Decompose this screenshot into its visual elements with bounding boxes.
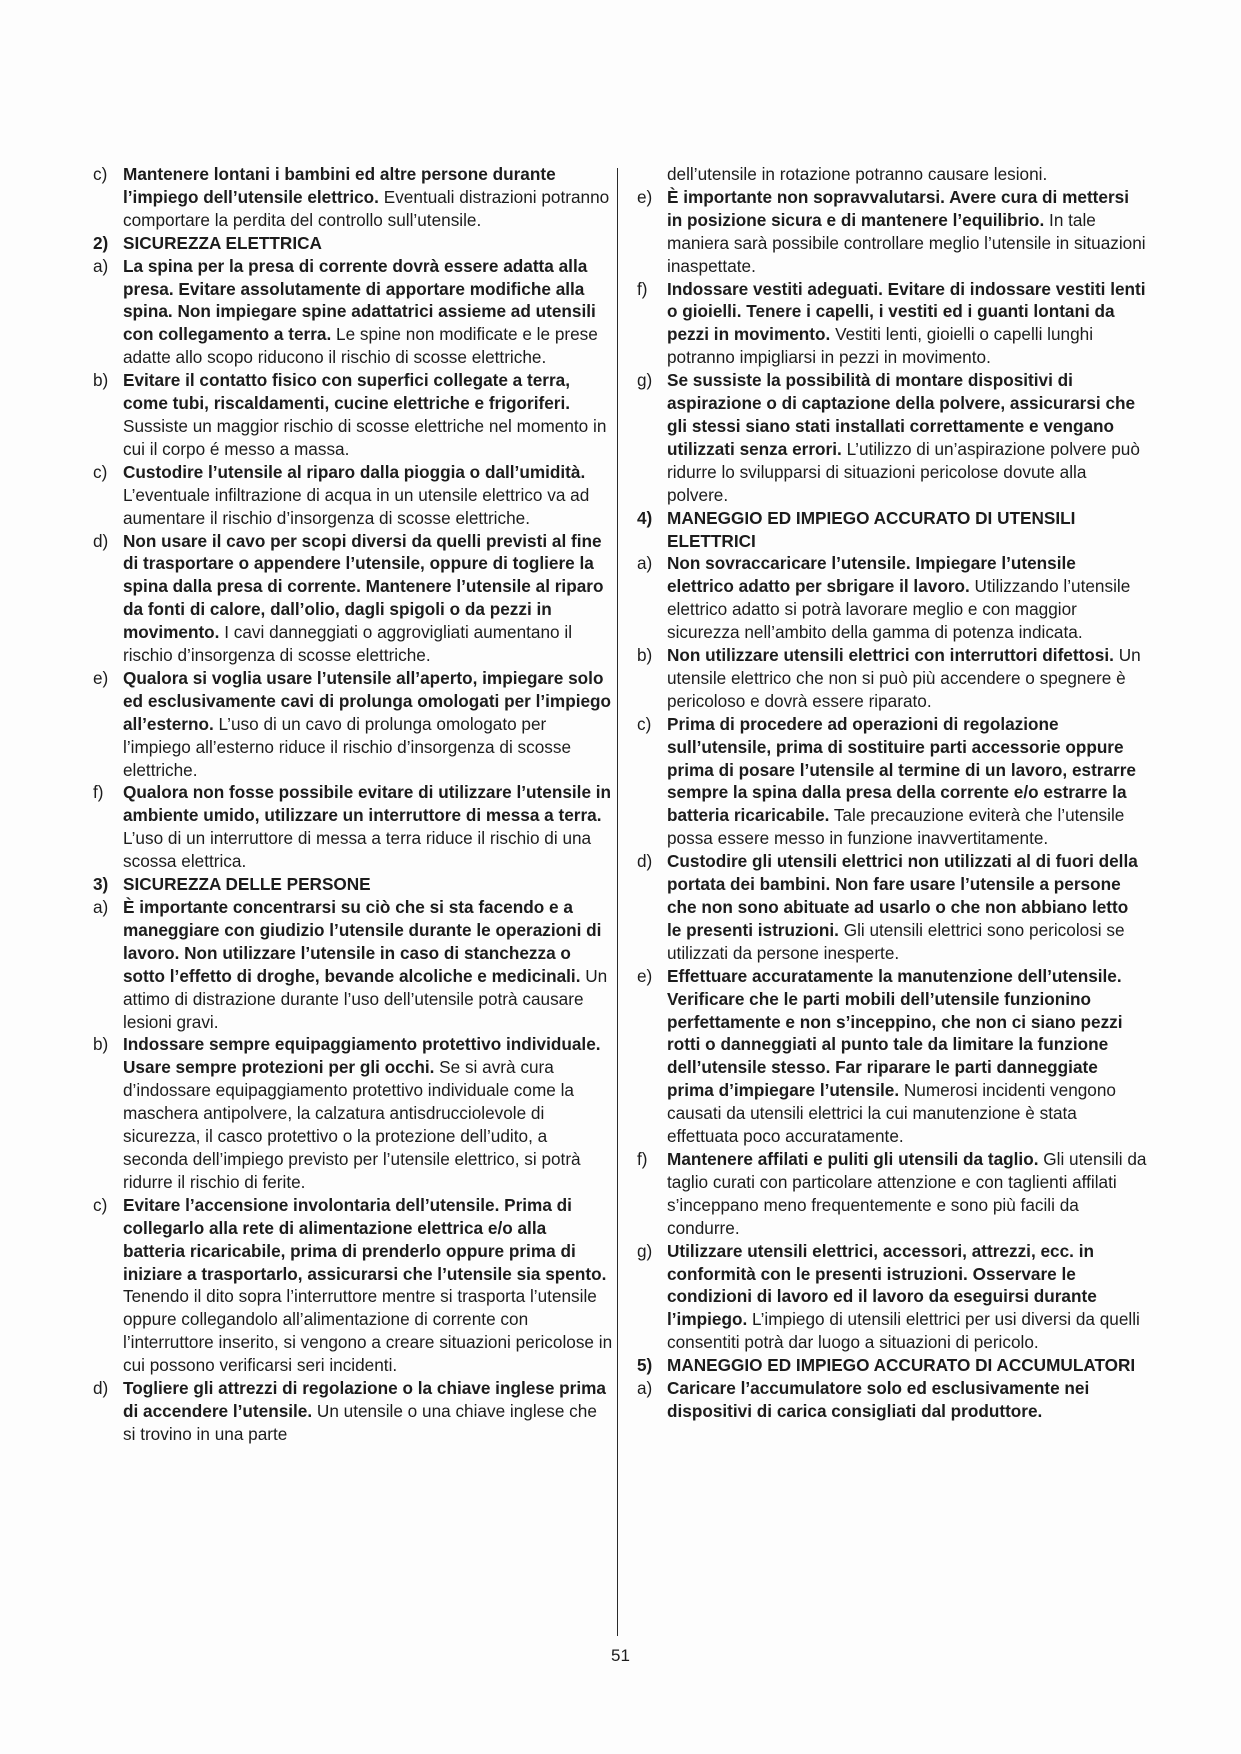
item-text: I cavi danneggiati o aggrovigliati aumentano il rischio d’insorgenza di scosse elettriche. — [123, 622, 573, 666]
item-text: L’impiego di utensili elettrici per usi diversi da quelli consentiti potrà dar luogo a situazioni di pericolo. — [667, 1309, 1140, 1353]
item-marker: f) — [637, 1148, 648, 1169]
instruction-item — [93, 1033, 613, 1193]
section-title: SICUREZZA ELETTRICA — [123, 232, 322, 253]
item-text: Le spine non modificate e le prese adatte allo scopo riducono il rischio di scosse elettriche. — [123, 324, 598, 368]
instruction-item — [93, 369, 613, 461]
instruction-item — [637, 552, 1147, 644]
instruction-item — [637, 1240, 1147, 1355]
item-bold-text: Mantenere affilati e puliti gli utensili da taglio. — [667, 1148, 1039, 1169]
item-text: Un utensile o una chiave inglese che si trovino in una parte — [123, 1400, 597, 1444]
item-bold-text: Se sussiste la possibilità di montare dispositivi di aspirazione o di captazione della polvere, assicurarsi che gli stessi siano stati installati correttamente e vengano utilizzati senza errori. — [667, 370, 1136, 459]
instruction-item — [637, 1148, 1147, 1240]
item-text: Eventuali distrazioni potranno comportare la perdita del controllo sull’utensile. — [123, 186, 610, 230]
item-marker: c) — [93, 164, 108, 184]
section-title: SICUREZZA DELLE PERSONE — [123, 874, 371, 895]
item-marker: b) — [637, 645, 653, 666]
right-column — [637, 163, 1147, 1423]
item-text: Tenendo il dito sopra l’interruttore mentre si trasporta l’utensile oppure collegandolo all’alimentazione di corrente con l’interruttore inserito, si vengono a creare situazioni pericolose in cui possono verificarsi seri incidenti. — [123, 1286, 613, 1376]
item-bold-text: Evitare il contatto fisico con superfici collegate a terra, come tubi, riscaldamenti, cucine elettriche e frigoriferi. — [123, 370, 571, 414]
section-number: 5) — [637, 1355, 653, 1376]
item-bold-text: Qualora non fosse possibile evitare di utilizzare l’utensile in ambiente umido, utilizzare un interruttore di messa a terra. — [123, 782, 612, 826]
item-bold-text: Custodire l’utensile al riparo dalla pioggia o dall’umidità. — [123, 461, 586, 482]
section-number: 4) — [637, 507, 653, 528]
item-marker: a) — [93, 255, 109, 276]
page-number: 51 — [611, 1646, 630, 1665]
item-bold-text: Mantenere lontani i bambini ed altre persone durante l’impiego dell’utensile elettrico. — [123, 164, 556, 207]
instruction-item — [93, 1377, 613, 1446]
item-bold-text: Prima di procedere ad operazioni di regolazione sull’utensile, prima di sostituire parti accessorie oppure prima di posare l’utensile al termine di un lavoro, estrarre sempre la spina dalla presa della corrente e/o estrarre la batteria ricaricabile. — [667, 713, 1136, 826]
item-continuation: dell’utensile in rotazione potranno causare lesioni. — [667, 164, 1048, 184]
instruction-item — [637, 644, 1147, 713]
section-number: 2) — [93, 232, 109, 253]
item-marker: f) — [637, 278, 648, 299]
item-marker: c) — [637, 713, 652, 734]
item-text: Se si avrà cura d’indossare equipaggiamento protettivo individuale come la maschera antipolvere, la calzatura antisdrucciolevole di sicurezza, il casco protettivo o la protezione dell’udito, a seconda dell’impiego previsto per l’utensile elettrico, si potrà ridurre il rischio di ferite. — [123, 1057, 581, 1192]
instruction-item — [637, 713, 1147, 850]
instruction-item — [93, 896, 613, 1033]
item-marker: c) — [93, 1194, 108, 1215]
item-text: L’uso di un cavo di prolunga omologato per l’impiego all’esterno riduce il rischio d’insorgenza di scosse elettriche. — [123, 713, 572, 780]
section-title: MANEGGIO ED IMPIEGO ACCURATO DI UTENSILI ELETTRICI — [667, 507, 1076, 551]
item-marker: b) — [93, 370, 109, 391]
item-marker: c) — [93, 461, 108, 482]
column-divider — [617, 168, 618, 1636]
item-marker: a) — [637, 553, 653, 574]
item-text: Gli utensili elettrici sono pericolosi se utilizzati da persone inesperte. — [667, 919, 1125, 963]
item-marker: a) — [637, 1378, 653, 1399]
item-marker: g) — [637, 370, 653, 391]
item-marker: d) — [637, 851, 653, 872]
item-bold-text: Non sovraccaricare l’utensile. Impiegare l’utensile elettrico adatto per sbrigare il lavoro. — [667, 553, 1076, 597]
instruction-item — [93, 163, 613, 232]
instruction-item — [93, 461, 613, 530]
item-marker: d) — [93, 1378, 109, 1399]
instruction-item — [93, 530, 613, 667]
item-marker: f) — [93, 782, 104, 803]
section-heading — [93, 873, 613, 896]
item-bold-text: Indossare vestiti adeguati. Evitare di indossare vestiti lenti o gioielli. Tenere i capelli, i vestiti ed i guanti lontani da pezzi in movimento. — [667, 278, 1146, 345]
item-text: Vestiti lenti, gioielli o capelli lunghi potranno impigliarsi in pezzi in movimento. — [667, 324, 1094, 368]
instruction-item — [637, 186, 1147, 278]
item-bold-text: È importante concentrarsi su ciò che si sta facendo e a maneggiare con giudizio l’utensile durante le operazioni di lavoro. Non utilizzare l’utensile in caso di stanchezza o sotto l’effetto di droghe, bevande alcoliche e medicinali. — [123, 897, 602, 986]
item-text: L’eventuale infiltrazione di acqua in un utensile elettrico va ad aumentare il rischio d’insorgenza di scosse elettriche. — [123, 484, 590, 528]
instruction-item — [93, 667, 613, 782]
item-marker: e) — [637, 965, 653, 986]
item-text: In tale maniera sarà possibile controllare meglio l’utensile in situazioni inaspettate. — [667, 209, 1146, 276]
section-number: 3) — [93, 874, 109, 895]
section-heading — [637, 507, 1147, 553]
item-text: Numerosi incidenti vengono causati da utensili elettrici la cui manutenzione è stata effettuata poco accuratamente. — [667, 1080, 1116, 1147]
item-text: Sussiste un maggior rischio di scosse elettriche nel momento in cui il corpo é messo a massa. — [123, 415, 607, 459]
item-text: Utilizzando l’utensile elettrico adatto si potrà lavorare meglio e con maggior sicurezza nell’ambito della gamma di potenza indicata. — [667, 576, 1131, 643]
item-bold-text: È importante non sopravvalutarsi. Avere cura di mettersi in posizione sicura e di mantenere l’equilibrio. — [667, 186, 1129, 230]
item-text: Tale precauzione eviterà che l’utensile possa essere messo in funzione inavvertitamente. — [667, 805, 1125, 849]
section-title: MANEGGIO ED IMPIEGO ACCURATO DI ACCUMULATORI — [667, 1355, 1136, 1376]
item-bold-text: Togliere gli attrezzi di regolazione o la chiave inglese prima di accendere l’utensile. — [123, 1378, 606, 1421]
item-text: L’utilizzo di un’aspirazione polvere può ridurre lo svilupparsi di situazioni pericolose dovute alla polvere. — [667, 438, 1140, 505]
item-bold-text: Caricare l’accumulatore solo ed esclusivamente nei dispositivi di carica consigliati dal produttore. — [667, 1378, 1090, 1421]
item-bold-text: Utilizzare utensili elettrici, accessori, attrezzi, ecc. in conformità con le presenti istruzioni. Osservare le condizioni di lavoro ed il lavoro da eseguirsi durante l’impiego. — [667, 1240, 1097, 1330]
instruction-item — [637, 369, 1147, 506]
item-marker: e) — [637, 186, 653, 207]
instruction-item — [93, 255, 613, 370]
instruction-item — [637, 278, 1147, 370]
instruction-item — [637, 850, 1147, 965]
item-text: L’uso di un interruttore di messa a terra riduce il rischio di una scossa elettrica. — [123, 828, 592, 872]
item-bold-text: Indossare sempre equipaggiamento protettivo individuale. Usare sempre protezioni per gli occhi. — [123, 1034, 601, 1078]
instruction-item — [93, 781, 613, 873]
item-marker: d) — [93, 530, 109, 551]
section-heading — [637, 1354, 1147, 1377]
item-bold-text: La spina per la presa di corrente dovrà essere adatta alla presa. Evitare assolutamente di apportare modifiche alla spina. Non impiegare spine adattatrici assieme ad utensili con collegamento a terra. — [123, 255, 596, 345]
item-marker: a) — [93, 897, 109, 917]
item-bold-text: Non utilizzare utensili elettrici con interruttori difettosi. — [667, 645, 1114, 666]
item-bold-text: Qualora si voglia usare l’utensile all’aperto, impiegare solo ed esclusivamente cavi di prolunga omologati per l’impiego all’esterno. — [123, 667, 612, 734]
item-text: Un attimo di distrazione durante l’uso dell’utensile potrà causare lesioni gravi. — [123, 965, 608, 1032]
item-bold-text: Evitare l’accensione involontaria dell’utensile. Prima di collegarlo alla rete di alimentazione elettrica e/o alla batteria ricaricabile, prima di prenderlo oppure prima di iniziare a trasportarlo, assicurarsi che l’utensile sia spento. — [123, 1194, 607, 1284]
item-marker: b) — [93, 1034, 109, 1055]
item-marker: g) — [637, 1240, 653, 1261]
item-bold-text: Non usare il cavo per scopi diversi da quelli previsti al fine di trasportare o appendere l’utensile, oppure di togliere la spina dalla presa di corrente. Mantenere l’utensile al riparo da fonti di calore, dall’olio, dagli spigoli o da pezzi in movimento. — [123, 530, 604, 643]
instruction-item — [637, 1377, 1147, 1423]
item-text: Gli utensili da taglio curati con particolare attenzione e con taglienti affilati s’inceppano meno frequentemente e sono più facili da condurre. — [667, 1148, 1147, 1238]
section-heading — [93, 232, 613, 255]
item-bold-text: Effettuare accuratamente la manutenzione dell’utensile. Verificare che le parti mobili dell’utensile funzionino perfettamente e non s’inceppino, che non ci siano pezzi rotti o danneggiati al punto tale da limitare la funzione dell’utensile stesso. Far riparare le parti danneggiate prima d’impiegare l’utensile. — [667, 965, 1123, 1101]
item-bold-text: Custodire gli utensili elettrici non utilizzati al di fuori della portata dei bambini. Non fare usare l’utensile a persone che non sono abituate ad usarlo o che non abbiano letto le presenti istruzioni. — [667, 851, 1138, 940]
left-column — [93, 163, 613, 1446]
instruction-item — [637, 965, 1147, 1148]
item-marker: e) — [93, 667, 109, 688]
instruction-item — [93, 1194, 613, 1377]
item-text: Un utensile elettrico che non si può più accendere o spegnere è pericoloso e dovrà essere riparato. — [667, 645, 1141, 711]
